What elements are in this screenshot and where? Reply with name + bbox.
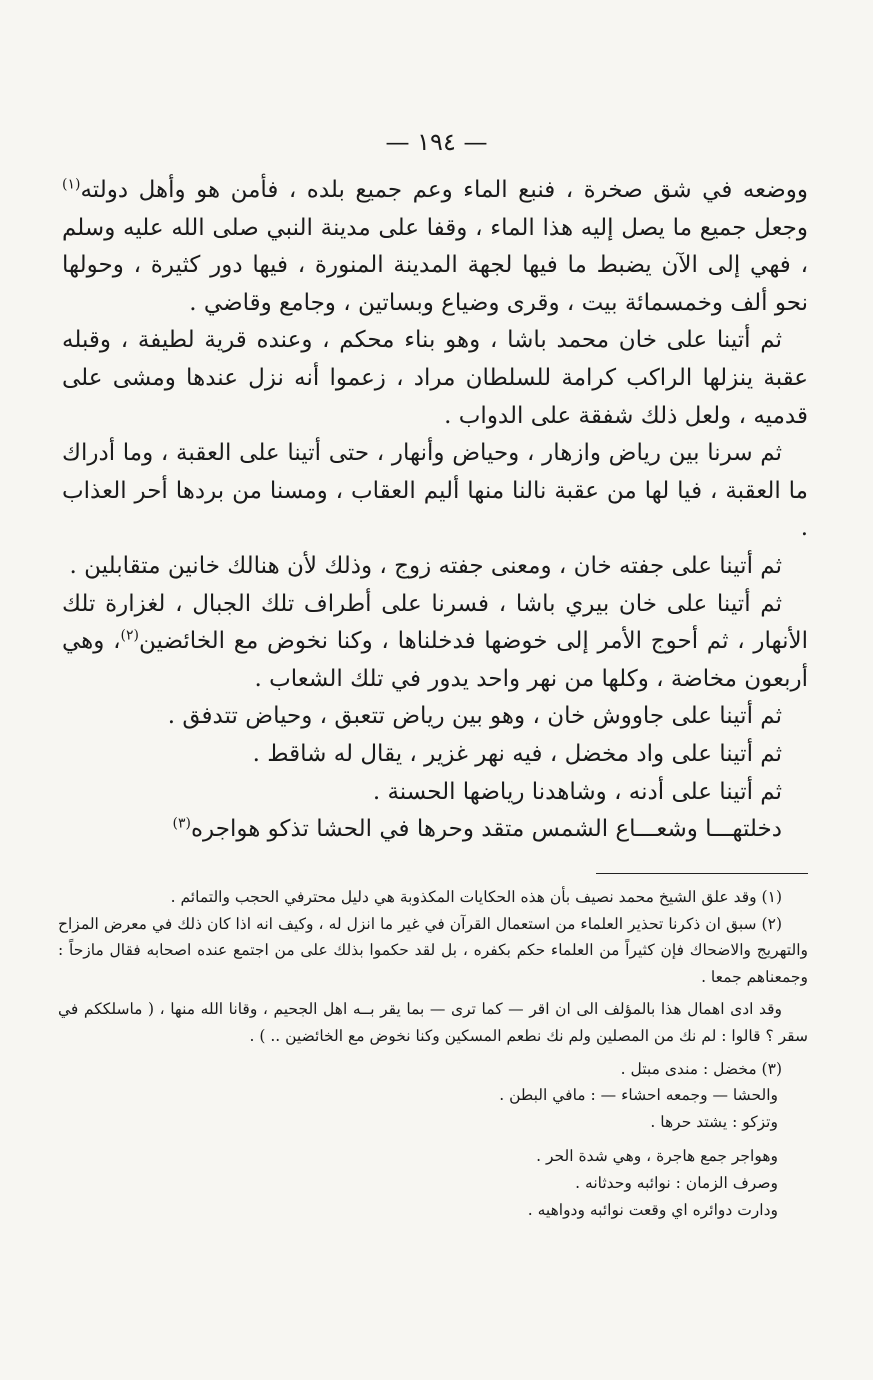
footnote-3-line: ودارت دوائره اي وقعت نوائبه ودواهيه . bbox=[527, 1200, 778, 1219]
paragraph-1-continued: وجعل جميع ما يصل إليه هذا الماء ، وقفا على مدينة النبي صلى الله عليه وسلم ، فهي إلى الآن يضبط ما فيها لجهة المدينة المنورة ، فيها دور كثيرة ، وحولها نحو ألف وخمسمائة بيت ، وقرى وضياع وبساتين ، وجامع وقاضي . bbox=[62, 214, 808, 316]
paragraph-2: ثم أتينا على خان محمد باشا ، وهو بناء محكم ، وعنده قرية لطيفة ، وقبله عقبة ينزلها الراكب كرامة للسلطان مراد ، زعموا أنه نزل عندها ومشى على قدميه ، ولعل ذلك شفقة على الدواب . bbox=[62, 327, 808, 429]
paragraph-7: ثم أتينا على واد مخضل ، فيه نهر غزير ، يقال له شاقط . bbox=[252, 740, 782, 767]
footnote-1: (١) وقد علق الشيخ محمد نصيف بأن هذه الحكايات المكذوبة هي دليل محترفي الحجب والتمائم . bbox=[170, 888, 782, 906]
page-number: — ١٩٤ — bbox=[385, 128, 488, 156]
main-text bbox=[62, 172, 808, 849]
paragraph-5-text: ثم أتينا على خان بيري باشا ، فسرنا على أطراف تلك الجبال ، لغزارة تلك الأنهار ، ثم أحوج الأمر إلى خوضها فدخلناها ، وكنا نخوض مع الخائضين bbox=[62, 590, 808, 655]
paragraph-3: ثم سرنا بين رياض وازهار ، وحياض وأنهار ، حتى أتينا على العقبة ، وما أدراك ما العقبة ، فيا لها من عقبة نالنا منها أليم العقاب ، ومسنا من بردها أحر العذاب . bbox=[62, 440, 808, 542]
footnote-ref-3: (٣) bbox=[172, 815, 191, 832]
footnote-3-line: وصرف الزمان : نوائبه وحدثانه . bbox=[575, 1173, 778, 1192]
footnote-3-line: وتزكو : يشتد حرها . bbox=[650, 1112, 778, 1131]
paragraph-4: ثم أتينا على جفته خان ، ومعنى جفته زوج ، وذلك لأن هنالك خانين متقابلين . bbox=[69, 552, 782, 579]
paragraph-1 bbox=[62, 172, 808, 322]
footnote-3-line: وهواجر جمع هاجرة ، وهي شدة الحر . bbox=[536, 1147, 778, 1166]
paragraph-5-continued: ، وهي أربعون مخاضة ، وكلها من نهر واحد يدور في تلك الشعاب . bbox=[62, 628, 808, 692]
footnote-ref-2: (٢) bbox=[120, 627, 140, 644]
paragraph-5 bbox=[62, 586, 808, 699]
footnote-2: (٢) سبق ان ذكرنا تحذير العلماء من استعمال القرآن في غير ما انزل له ، وكيف انه اذا كان ذلك في معرض المزاح والتهريج والاضحاك فإن كثيراً من العلماء حكم بكفره ، بل لقد حكموا بذلك على من اجتمع عنده اصحابه فقال مازحاً : وجمعناهم جمعا . bbox=[58, 914, 808, 986]
footnote-divider bbox=[596, 873, 808, 874]
footnote-2-continued: وقد ادى اهمال هذا بالمؤلف الى ان اقر — كما ترى — بما يقر بــه اهل الجحيم ، وقانا الله منها ، ( ماسلككم في سقر ؟ قالوا : لم نك من المصلين ولم نك نطعم المسكين وكنا نخوض مع الخائضين .. ) . bbox=[58, 1000, 808, 1045]
footnotes bbox=[58, 884, 808, 1223]
paragraph-6: ثم أتينا على جاووش خان ، وهو بين رياض تتعبق ، وحياض تتدفق . bbox=[167, 703, 782, 730]
footnote-ref-1: (١) bbox=[62, 176, 81, 193]
footnote-3-line: (٣) مخضل : مندى مبتل . bbox=[620, 1059, 782, 1078]
footnote-3-line: والحشا — وجمعه احشاء — : مافي البطن . bbox=[499, 1086, 778, 1105]
verse-line bbox=[62, 811, 808, 849]
verse-text: دخلتهـــا وشعـــاع الشمس متقد وحرها في الحشا تذكو هواجره bbox=[190, 816, 782, 843]
paragraph-8: ثم أتينا على أدنه ، وشاهدنا رياضها الحسنة . bbox=[372, 778, 782, 805]
paragraph-1-text: ووضعه في شق صخرة ، فنبع الماء وعم جميع بلده ، فأمن هو وأهل دولته bbox=[80, 177, 808, 203]
